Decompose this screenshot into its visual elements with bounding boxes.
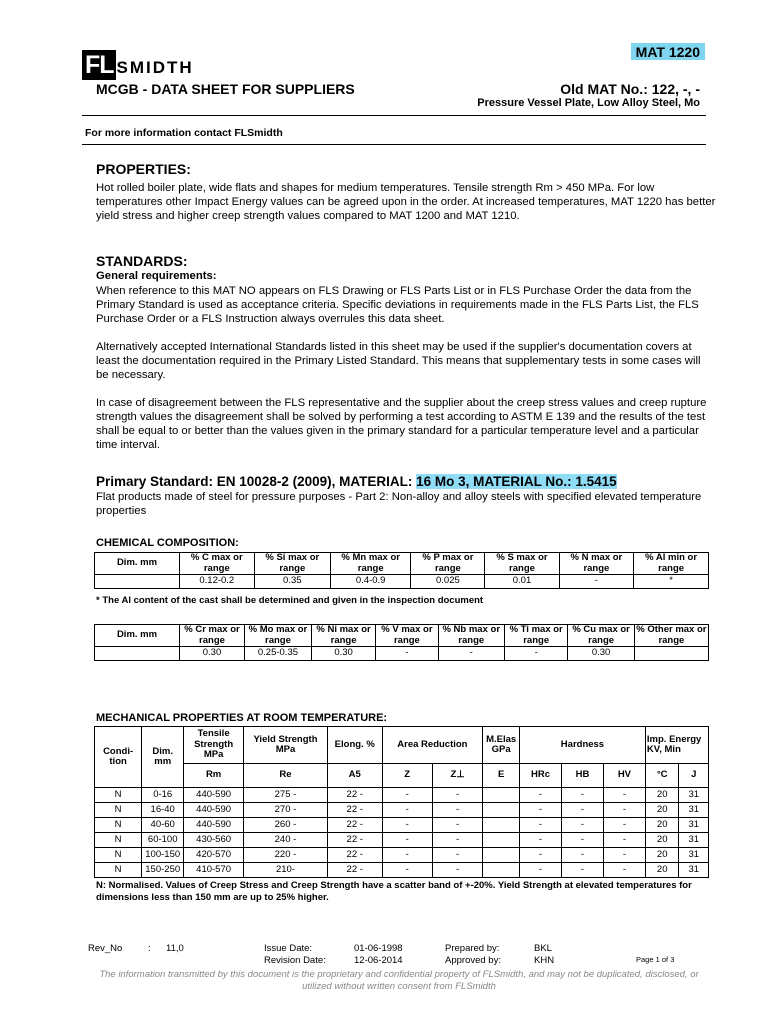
mech-value-cell: -	[382, 803, 432, 818]
chem1-header-cell: % Mn max or range	[331, 553, 411, 575]
mechanical-table	[94, 726, 709, 878]
revision-date-value: 12-06-2014	[354, 955, 403, 966]
chem1-header-cell: % Al min or range	[634, 553, 709, 575]
primary-material-highlight: 16 Mo 3, MATERIAL No.: 1.5415	[416, 474, 617, 489]
table-row	[95, 833, 709, 848]
mech-value-cell	[483, 848, 520, 863]
material-subtitle: Pressure Vessel Plate, Low Alloy Steel, Mo	[477, 97, 700, 109]
chem2-value-cell	[95, 647, 180, 661]
chem2-header-cell: Dim. mm	[95, 625, 180, 647]
mech-value-cell: -	[520, 803, 562, 818]
prepared-by-label: Prepared by:	[445, 943, 500, 954]
mech-subheader-cell: °C	[645, 764, 679, 788]
page-number: Page 1 of 3	[636, 955, 675, 964]
table-row	[95, 863, 709, 878]
mech-value-cell: -	[603, 803, 645, 818]
standards-heading: STANDARDS:	[96, 253, 188, 269]
mech-value-cell: 31	[679, 818, 709, 833]
col-elongation: Elong. %	[327, 727, 382, 764]
confidentiality-disclaimer: The information transmitted by this document is the proprietary and confidential property of FLSmidth, and may not be duplicated, disclosed, or utilized without written consent from FLSmidth	[99, 969, 699, 992]
mech-value-cell: 0-16	[142, 788, 184, 803]
mech-value-cell: 31	[679, 863, 709, 878]
mech-value-cell: -	[603, 863, 645, 878]
rev-label: Rev_No	[88, 943, 123, 954]
chem2-header-cell: % Cr max or range	[180, 625, 245, 647]
mech-value-cell: 440-590	[184, 818, 244, 833]
mech-value-cell: 22 -	[327, 818, 382, 833]
mech-subheader-cell: Rm	[184, 764, 244, 788]
mech-value-cell: -	[520, 818, 562, 833]
mech-value-cell: -	[520, 848, 562, 863]
chem1-header-cell: % S max or range	[485, 553, 559, 575]
chem2-value-cell: -	[504, 647, 568, 661]
col-modulus: M.Elas GPa	[483, 727, 520, 764]
mech-subheader-cell: A5	[327, 764, 382, 788]
chemical-table-1	[94, 552, 709, 589]
general-requirements-heading: General requirements:	[96, 270, 217, 282]
mech-value-cell: -	[561, 818, 603, 833]
mech-value-cell: 31	[679, 803, 709, 818]
contact-divider	[82, 144, 706, 145]
mech-value-cell	[483, 818, 520, 833]
mech-value-cell: 22 -	[327, 833, 382, 848]
chem2-value-cell: 0.25-0.35	[244, 647, 311, 661]
mech-value-cell: -	[561, 848, 603, 863]
mech-value-cell: 440-590	[184, 788, 244, 803]
mech-value-cell: -	[382, 848, 432, 863]
mech-value-cell: -	[561, 803, 603, 818]
chemical-table-2	[94, 624, 709, 661]
mat-number: MAT 1220	[631, 43, 705, 60]
table-row	[95, 848, 709, 863]
flsmidth-logo	[82, 44, 194, 80]
mech-value-cell: N	[95, 803, 142, 818]
rev-colon: :	[148, 943, 151, 954]
col-condition: Condi- tion	[95, 727, 142, 788]
normalised-note: N: Normalised. Values of Creep Stress and Creep Strength have a scatter band of +-20%. Yield Strength at elevated temperatures for dimensions less than 150 mm are up to 25% higher.	[96, 880, 692, 903]
revision-date-label: Revision Date:	[264, 955, 326, 966]
mech-value-cell: 31	[679, 833, 709, 848]
mech-value-cell: 31	[679, 848, 709, 863]
chem1-value-cell: 0.01	[485, 575, 559, 589]
table-row	[95, 803, 709, 818]
properties-text: Hot rolled boiler plate, wide flats and shapes for medium temperatures. Tensile strength Rm > 450 MPa. For low temperatures other Impact Energy values can be agreed upon in the order. At increased temperatures, MAT 1220 has better yield stress and higher creep strength values compared to MAT 1200 and MAT 1210.	[96, 182, 716, 222]
chem1-header-cell: % C max or range	[180, 553, 255, 575]
chem2-header-cell: % Nb max or range	[438, 625, 504, 647]
mech-value-cell	[483, 803, 520, 818]
mech-value-cell: 20	[645, 833, 679, 848]
chem2-value-cell	[634, 647, 708, 661]
mech-value-cell: -	[561, 833, 603, 848]
table-row	[95, 818, 709, 833]
chem2-header-cell: % Mo max or range	[244, 625, 311, 647]
chem2-header-cell: % Other max or range	[634, 625, 708, 647]
rev-value: 11,0	[166, 943, 184, 954]
primary-standard-description: Flat products made of steel for pressure purposes - Part 2: Non-alloy and alloy steels with specified elevated temperature properties	[96, 491, 702, 517]
mech-value-cell: -	[603, 848, 645, 863]
mech-value-cell: -	[382, 863, 432, 878]
mech-value-cell: -	[561, 788, 603, 803]
mech-value-cell: -	[382, 788, 432, 803]
issue-date-value: 01-06-1998	[354, 943, 403, 954]
mech-value-cell: N	[95, 818, 142, 833]
mechanical-properties-title: MECHANICAL PROPERTIES AT ROOM TEMPERATURE:	[96, 712, 388, 724]
mech-value-cell: 31	[679, 788, 709, 803]
mech-value-cell: 20	[645, 848, 679, 863]
mech-value-cell: 22 -	[327, 803, 382, 818]
col-dimension: Dim. mm	[142, 727, 184, 788]
header-divider	[82, 115, 706, 116]
mech-value-cell: -	[520, 788, 562, 803]
mech-value-cell: 270 -	[244, 803, 328, 818]
mech-value-cell: N	[95, 788, 142, 803]
mech-value-cell: -	[432, 788, 482, 803]
mech-subheader-cell: E	[483, 764, 520, 788]
mech-value-cell: 210-	[244, 863, 328, 878]
mech-value-cell: -	[603, 818, 645, 833]
chem2-value-cell: 0.30	[180, 647, 245, 661]
mech-value-cell: 20	[645, 863, 679, 878]
mech-value-cell: 430-560	[184, 833, 244, 848]
chem1-header-cell: % P max or range	[411, 553, 485, 575]
chem1-header-cell: % N max or range	[559, 553, 634, 575]
mech-value-cell: -	[603, 833, 645, 848]
mech-value-cell: 240 -	[244, 833, 328, 848]
chem1-value-cell	[95, 575, 180, 589]
standards-paragraph-3: In case of disagreement between the FLS representative and the supplier about the creep stress values and creep rupture strength values the disagreement shall be solved by performing a test according to ASTM E 139 and the results of the test shall be equal to or better than the values given in the primary standard for a particular temperature level and a particular time interval.	[96, 397, 707, 451]
chem2-value-cell: 0.30	[568, 647, 634, 661]
mech-value-cell	[483, 788, 520, 803]
chem2-header-cell: % Ti max or range	[504, 625, 568, 647]
mech-value-cell: 20	[645, 788, 679, 803]
mech-value-cell: -	[432, 818, 482, 833]
mech-value-cell: 410-570	[184, 863, 244, 878]
logo-smidth-text: SMIDTH	[116, 58, 194, 77]
chem1-value-cell: -	[559, 575, 634, 589]
chem1-header-cell: % Si max or range	[254, 553, 330, 575]
prepared-by-value: BKL	[534, 943, 552, 954]
mech-value-cell: -	[382, 818, 432, 833]
mech-value-cell: 440-590	[184, 803, 244, 818]
mech-value-cell: 20	[645, 803, 679, 818]
mech-value-cell: -	[432, 863, 482, 878]
mech-subheader-cell: HB	[561, 764, 603, 788]
mech-value-cell: -	[520, 863, 562, 878]
primary-standard-label: Primary Standard: EN 10028-2 (2009), MATERIAL:	[96, 474, 417, 489]
mech-value-cell: 40-60	[142, 818, 184, 833]
mech-value-cell: -	[432, 803, 482, 818]
document-title: MCGB - DATA SHEET FOR SUPPLIERS	[96, 81, 355, 97]
mech-value-cell: -	[432, 833, 482, 848]
chem2-value-cell: -	[376, 647, 438, 661]
col-hardness: Hardness	[520, 727, 646, 764]
chem1-value-cell: 0.025	[411, 575, 485, 589]
mech-value-cell: 22 -	[327, 863, 382, 878]
mech-value-cell: -	[520, 833, 562, 848]
mech-subheader-cell: HV	[603, 764, 645, 788]
chem2-header-cell: % V max or range	[376, 625, 438, 647]
mech-value-cell: N	[95, 863, 142, 878]
col-area-reduction: Area Reduction	[382, 727, 483, 764]
chem1-header-cell: Dim. mm	[95, 553, 180, 575]
issue-date-label: Issue Date:	[264, 943, 313, 954]
col-yield: Yield Strength MPa	[244, 727, 328, 764]
logo-fl-mark: FL	[82, 50, 116, 80]
chem2-header-cell: % Ni max or range	[311, 625, 375, 647]
approved-by-label: Approved by:	[445, 955, 501, 966]
col-tensile: Tensile Strength MPa	[184, 727, 244, 764]
mech-value-cell: N	[95, 848, 142, 863]
mech-value-cell: 60-100	[142, 833, 184, 848]
primary-standard-heading	[96, 474, 617, 489]
mech-value-cell: 220 -	[244, 848, 328, 863]
mech-value-cell: 275 -	[244, 788, 328, 803]
chem1-value-cell: *	[634, 575, 709, 589]
mech-subheader-cell: HRc	[520, 764, 562, 788]
mech-value-cell: -	[382, 833, 432, 848]
mech-subheader-cell: Z⊥	[432, 764, 482, 788]
mech-value-cell: 150-250	[142, 863, 184, 878]
mech-value-cell	[483, 863, 520, 878]
table-row	[95, 788, 709, 803]
chem2-value-cell: 0.30	[311, 647, 375, 661]
chem2-value-cell: -	[438, 647, 504, 661]
mech-value-cell: 16-40	[142, 803, 184, 818]
col-impact-energy: Imp. Energy KV, Min	[645, 727, 708, 764]
standards-paragraph-1: When reference to this MAT NO appears on FLS Drawing or FLS Parts List or in FLS Purchase Order the data from the Primary Standard is used as acceptance criteria. Specific deviations in requirements made in the FLS Parts List, the FLS Purchase Order or a FLS Instruction always overrules this data sheet.	[96, 285, 699, 325]
mech-value-cell: 20	[645, 818, 679, 833]
mech-subheader-cell: Z	[382, 764, 432, 788]
chemical-composition-title: CHEMICAL COMPOSITION:	[96, 537, 239, 549]
contact-line: For more information contact FLSmidth	[85, 127, 283, 139]
al-content-note: * The Al content of the cast shall be determined and given in the inspection document	[96, 595, 484, 606]
mech-value-cell: 22 -	[327, 848, 382, 863]
mech-value-cell: -	[432, 848, 482, 863]
standards-paragraph-2: Alternatively accepted International Standards listed in this sheet may be used if the supplier's documentation covers at least the documentation required in the Primary Listed Standard. This means that supplementary tests in some cases will be necessary.	[96, 341, 701, 381]
old-mat-number: Old MAT No.: 122, -, -	[560, 81, 700, 97]
mech-value-cell: -	[561, 863, 603, 878]
approved-by-value: KHN	[534, 955, 555, 966]
chem1-value-cell: 0.4-0.9	[331, 575, 411, 589]
mech-value-cell: 260 -	[244, 818, 328, 833]
mech-subheader-cell: J	[679, 764, 709, 788]
chem2-header-cell: % Cu max or range	[568, 625, 634, 647]
properties-heading: PROPERTIES:	[96, 161, 191, 177]
mech-value-cell	[483, 833, 520, 848]
mech-value-cell: N	[95, 833, 142, 848]
chem1-value-cell: 0.12-0.2	[180, 575, 255, 589]
mech-subheader-cell: Re	[244, 764, 328, 788]
chem1-value-cell: 0.35	[254, 575, 330, 589]
mech-value-cell: -	[603, 788, 645, 803]
mech-value-cell: 420-570	[184, 848, 244, 863]
mech-value-cell: 22 -	[327, 788, 382, 803]
mech-value-cell: 100-150	[142, 848, 184, 863]
